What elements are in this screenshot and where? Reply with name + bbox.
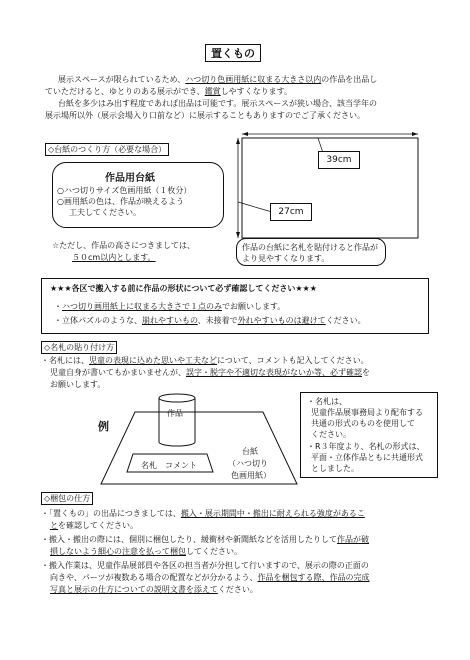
page-title: 置くもの [205,44,261,62]
warning-line-2: ・立体パズルのような、崩れやすいもの、未接着で外れやすいものは避けてください。 [54,316,366,325]
nafuda-note-line-5: ・R３年度より、名札の形式は、 [307,442,425,451]
intro-line-2: ていただけると、ゆとりのある展示ができ、鑑賞しやすくなります。 [45,87,293,96]
nafuda-line-1: ・名札には、児童の表現に込めた思いや工夫などについて、コメントも記入してください。 [41,356,369,365]
daishi-box [52,162,224,228]
konpou-b1-line-1: ・「置くもの」の出品につきましては、搬入・展示期間中・搬出に耐えられる強度があるこ [41,509,365,518]
nafuda-note-line-1: ・名札は、 [307,397,347,406]
daishi-line-3: 工夫してください。 [69,208,141,217]
section-heading-konpou: ◇梱包の仕方 [41,492,93,505]
intro-line-4: 展示場所以外（展示会場入り口前など）に展示することもありますのでご了承ください。 [45,111,365,120]
konpou-b3-line-3: 写真と展示の仕方についての説明文書を添えてください。 [50,585,258,594]
konpou-b3-line-1: ・搬入作業は、児童作品展部員や各区の担当者が分担して行いますので、展示の際の正面の [41,561,369,570]
nafuda-line-3: お願いします。 [50,380,106,389]
width-label-39cm: 39cm [318,151,360,169]
nafuda-note-line-6: 平面・立体作品ともに共通形式 [311,453,423,462]
konpou-b3-line-2: 向きや、パーツが複数ある場合の配置などが分かるよう、作品を梱包する際、作品の完成 [50,573,370,582]
example-sakuhin-label: 作品 [167,409,183,418]
nafuda-note-line-7: としました。 [311,464,359,473]
height-label-27cm: 27cm [270,203,312,221]
intro-line-3: 台紙を多少はみ出す程度であれば出品は可能です。展示スペースが狭い場合、該当学年の [58,99,377,108]
example-daishi-label-1: 台紙 [242,447,258,456]
daishi-diagram [228,132,428,244]
height-note-line-1: ☆ただし、作品の高さにつきましては、 [52,241,196,250]
konpou-b2-line-2: 損しないよう細心の注意を払って梱包してください。 [50,547,242,556]
nafuda-line-2: 児童自身が書いてもかまいませんが、誤字・脱字や不適切な表現がないか等、必ず確認を [50,368,370,377]
section-heading-daishi: ◇台紙のつくり方（必要な場合） [45,143,169,156]
daishi-line-2: ○画用紙の色は、作品が映えるよう [57,197,184,206]
height-note-line-2: ５０cm以内とします。 [72,253,156,262]
example-daishi-label-3: 色画用紙） [231,471,271,480]
nafuda-note-line-4: ください。 [311,430,351,439]
paste-note-line-2: より見やすくなります。 [242,254,330,263]
example-illustration [95,390,305,490]
example-nafuda-label: 名札 コメント [141,461,197,470]
nafuda-note-box [300,392,438,478]
example-label: 例 [98,420,109,433]
paste-note-line-1: 作品の台紙に名札を貼付けると作品が [242,243,378,252]
warning-line-1: ・ハつ切り画用紙上に収まる大きさで１点のみでお願いします。 [54,302,286,311]
daishi-heading: 作品用台紙 [105,173,155,184]
intro-line-1: 展示スペースが限られているため、ハつ切り色画用紙に収まる大きさ以内の作品を出品し [58,75,378,84]
section-heading-nafuda: ◇名札の貼り付け方 [41,341,117,354]
konpou-b1-line-2: とを確認してください。 [50,521,138,530]
nafuda-note-line-3: 共通の形式のものを使用して [311,419,415,428]
konpou-b2-line-1: ・搬入・搬出の際には、個別に梱包したり、緩衝材や新聞紙などを活用したりして作品が破 [41,535,369,544]
example-daishi-label-2: （ハつ切り [228,459,268,468]
warning-heading: ★★★各区で搬入する前に作品の形状について必ず確認してください★★★ [50,284,317,293]
paste-note-callout [236,238,386,266]
warning-box [41,278,429,334]
daishi-line-1: ○ハつ切りサイズ色画用紙（１枚分） [57,186,192,195]
nafuda-note-line-2: 児童作品展事務局より配布する [311,408,423,417]
